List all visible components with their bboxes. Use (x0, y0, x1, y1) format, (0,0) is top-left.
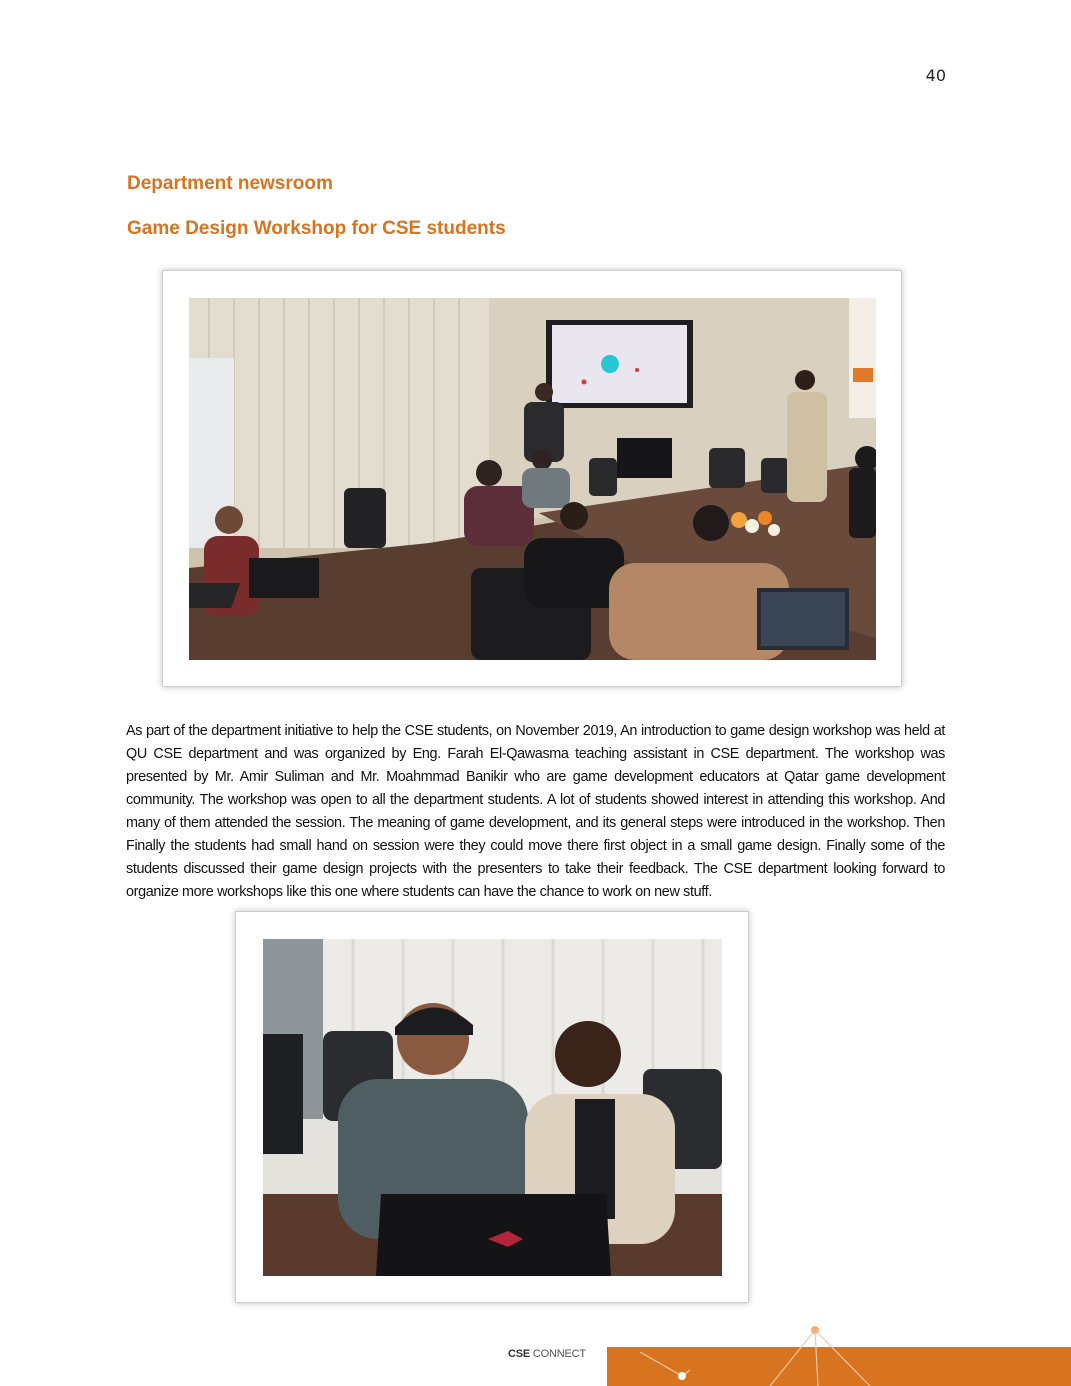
presenter-with-student-photo (263, 939, 722, 1276)
footer-brand (508, 1348, 586, 1364)
article-body: As part of the department initiative to help the CSE students, on November 2019, An introduction to game design workshop was held at QU CSE department and was organized by Eng. Farah El-Qawasma teaching assistant in CSE department. The workshop was presented by Mr. Amir Suliman and Mr. Moahmmad Banikir who are game development educators at Qatar game development community. The workshop was open to all the department students. A lot of students showed interest in attending this workshop. And many of them attended the session. The meaning of game development, and its general steps were introduced in the workshop. Then Finally the students had small hand on session were they could move there first object in a small game design. Finally some of the students discussed their game design projects with the presenters to take their feedback. The CSE department looking forward to organize more workshops like this one where students can have the chance to work on new stuff. (126, 723, 945, 900)
workshop-room-photo (189, 298, 876, 660)
page-number: 40 (925, 66, 946, 85)
network-graphic (620, 1318, 920, 1386)
footer-brand-bold: CSE (508, 1348, 531, 1360)
article-title: Game Design Workshop for CSE students (127, 218, 506, 239)
workshop-photo-frame (162, 270, 902, 687)
section-heading: Department newsroom (127, 173, 333, 194)
footer-brand-light: CONNECT (532, 1348, 586, 1360)
presenters-photo-frame (235, 911, 749, 1303)
